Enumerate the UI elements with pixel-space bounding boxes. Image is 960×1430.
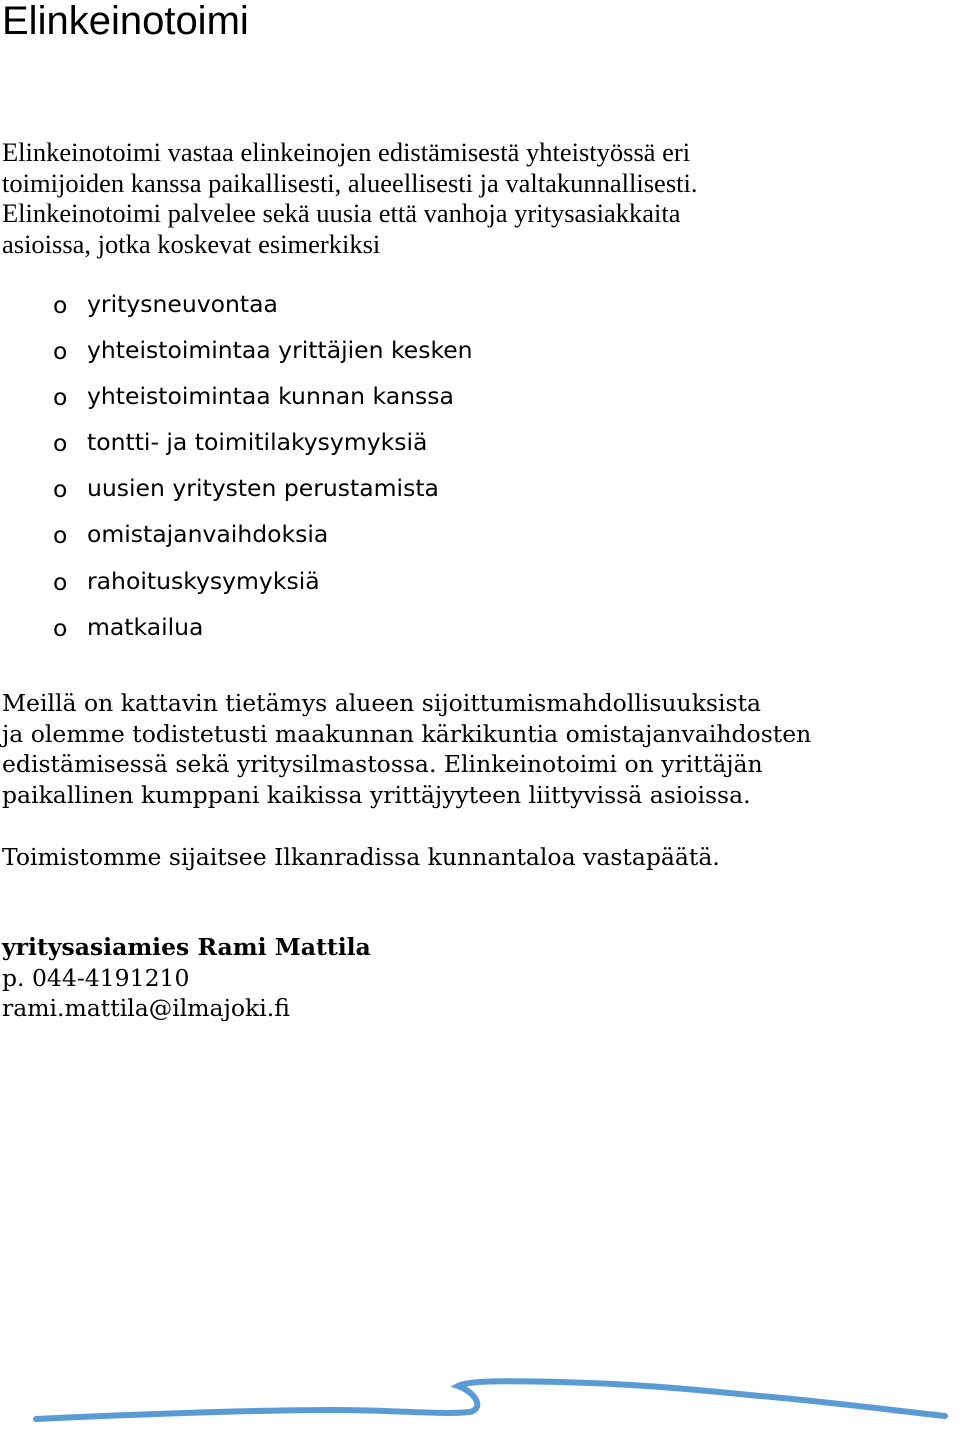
wave-stroke-right — [458, 1381, 945, 1416]
paragraph-line: Meillä on kattavin tietämys alueen sijoittumismahdollisuuksista — [2, 689, 762, 717]
bullet-icon: o — [53, 337, 68, 366]
paragraph-line: ja olemme todistetusti maakunnan kärkikuntia omistajanvaihdosten — [2, 719, 812, 748]
intro-line: asioissa, jotka koskevat esimerkiksi — [2, 228, 381, 259]
intro-line: Elinkeinotoimi vastaa elinkeinojen edistämisestä yhteistyössä eri — [2, 137, 691, 167]
paragraph-line: paikallinen kumppani kaikissa yrittäjyyteen liittyvissä asioissa. — [2, 780, 751, 809]
intro-line: Elinkeinotoimi palvelee sekä uusia että vanhoja yritysasiakkaita — [2, 198, 681, 228]
bullet-icon: o — [53, 291, 68, 319]
wave-stroke-left — [36, 1410, 470, 1419]
service-item-text: rahoituskysymyksiä — [87, 566, 320, 595]
bullet-icon: o — [53, 383, 68, 412]
service-item-text: yhteistoimintaa kunnan kanssa — [87, 382, 454, 411]
contact-email[interactable]: rami.mattila@ilmajoki.fi — [2, 994, 290, 1023]
location-paragraph: Toimistomme sijaitsee Ilkanradissa kunnantaloa vastapäätä. — [2, 843, 720, 871]
service-item-text: uusien yritysten perustamista — [87, 474, 439, 503]
service-item-text: omistajanvaihdoksia — [87, 520, 329, 549]
service-item-text: tontti- ja toimitilakysymyksiä — [87, 428, 428, 457]
paragraph-line: edistämisessä sekä yritysilmastossa. Elinkeinotoimi on yrittäjän — [2, 750, 763, 779]
page-title: Elinkeinotoimi — [2, 0, 249, 43]
contact-person: yritysasiamies Rami Mattila — [2, 933, 371, 961]
decorative-wave — [0, 1360, 960, 1430]
knowledge-paragraph — [2, 688, 811, 810]
bullet-icon: o — [53, 521, 68, 550]
intro-line: toimijoiden kanssa paikallisesti, alueellisesti ja valtakunnallisesti. — [2, 167, 698, 198]
bullet-icon: o — [53, 429, 68, 458]
service-item-text: yhteistoimintaa yrittäjien kesken — [87, 336, 473, 365]
contact-block — [2, 932, 371, 1024]
intro-paragraph — [2, 137, 902, 259]
service-item-text: yritysneuvontaa — [87, 290, 278, 318]
bullet-icon: o — [53, 475, 68, 504]
bullet-icon: o — [53, 613, 68, 642]
service-item-text: matkailua — [87, 612, 204, 641]
bullet-icon: o — [53, 567, 68, 596]
contact-phone: p. 044-4191210 — [2, 963, 190, 992]
